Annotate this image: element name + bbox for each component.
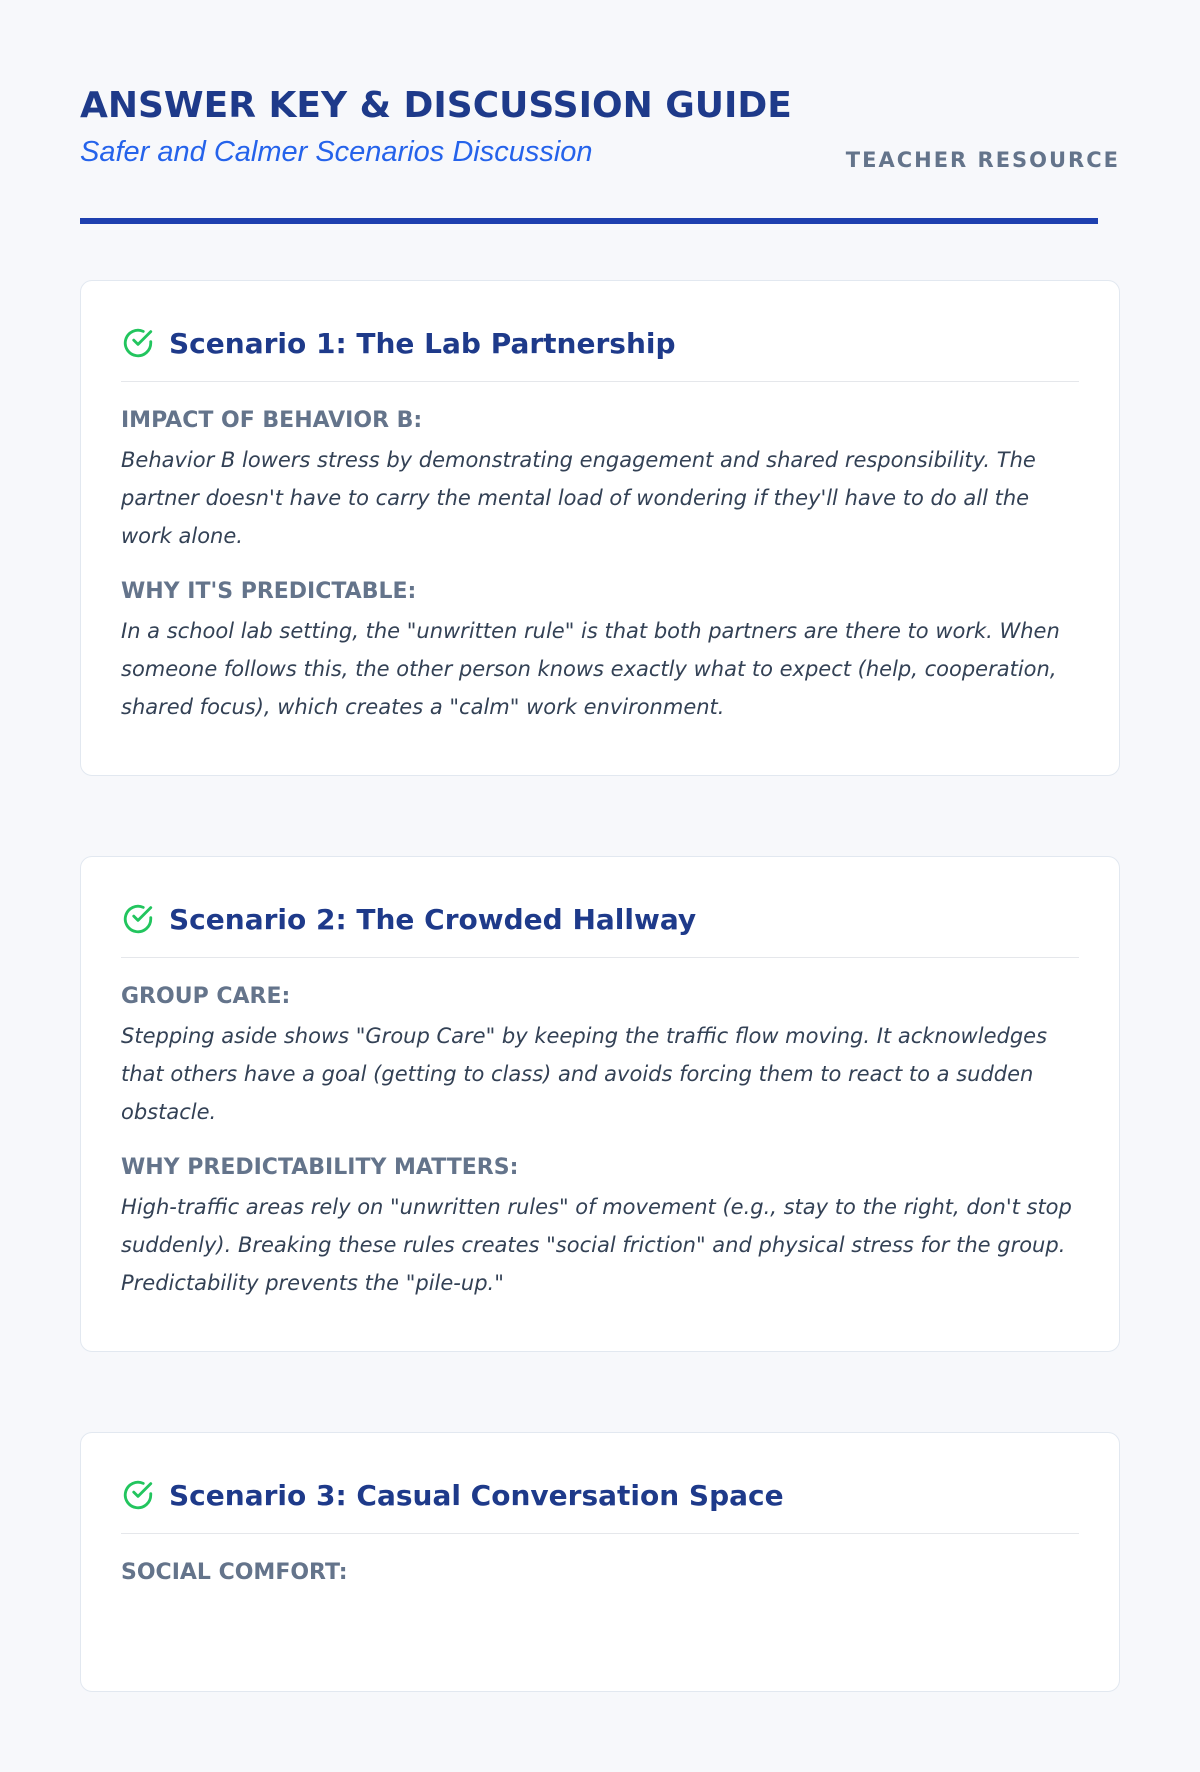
section-text: Behavior B lowers stress by demonstrating engagement and shared responsibility. The partner doesn't have to carry the mental load of wondering if they'll have to do all the work alone.	[121, 448, 1036, 548]
page-header	[80, 82, 1120, 202]
scenario-card	[80, 1432, 1120, 1692]
scenario-title: Scenario 2: The Crowded Hallway	[169, 902, 697, 936]
page	[0, 0, 1200, 202]
page-title: ANSWER KEY & DISCUSSION GUIDE	[80, 85, 792, 126]
page-subtitle: Safer and Calmer Scenarios Discussion	[80, 136, 593, 168]
scenario-header	[121, 1473, 1079, 1534]
section-label: WHY IT'S PREDICTABLE:	[121, 579, 417, 604]
scenario-title: Scenario 3: Casual Conversation Space	[169, 1478, 784, 1512]
section-label: WHY PREDICTABILITY MATTERS:	[121, 1155, 519, 1180]
resource-tag: TEACHER RESOURCE	[845, 148, 1120, 172]
section-label: SOCIAL COMFORT:	[121, 1560, 348, 1585]
check-circle-icon	[121, 326, 155, 360]
check-circle-icon	[121, 1478, 155, 1512]
scenario-card	[80, 856, 1120, 1352]
scenario-header	[121, 897, 1079, 958]
scenario-list	[80, 280, 1120, 1772]
section-text: In a school lab setting, the "unwritten rule" is that both partners are there to work. When someone follows this, the other person knows exactly what to expect (help, cooperation, shared focus), which creates a "calm" work environment.	[121, 619, 1060, 719]
section-text: High-traffic areas rely on "unwritten rules" of movement (e.g., stay to the right, don't stop suddenly). Breaking these rules creates "social friction" and physical stress for the group. Predictability prevents the "pile-up."	[121, 1195, 1072, 1295]
header-divider	[80, 218, 1098, 224]
scenario-card	[80, 280, 1120, 776]
section-label: GROUP CARE:	[121, 984, 291, 1009]
scenario-title: Scenario 1: The Lab Partnership	[169, 326, 676, 360]
section-text: Stepping aside shows "Group Care" by keeping the traffic flow moving. It acknowledges that others have a goal (getting to class) and avoids forcing them to react to a sudden obstacle.	[121, 1024, 1048, 1124]
section-label: IMPACT OF BEHAVIOR B:	[121, 408, 423, 433]
check-circle-icon	[121, 902, 155, 936]
scenario-header	[121, 321, 1079, 382]
